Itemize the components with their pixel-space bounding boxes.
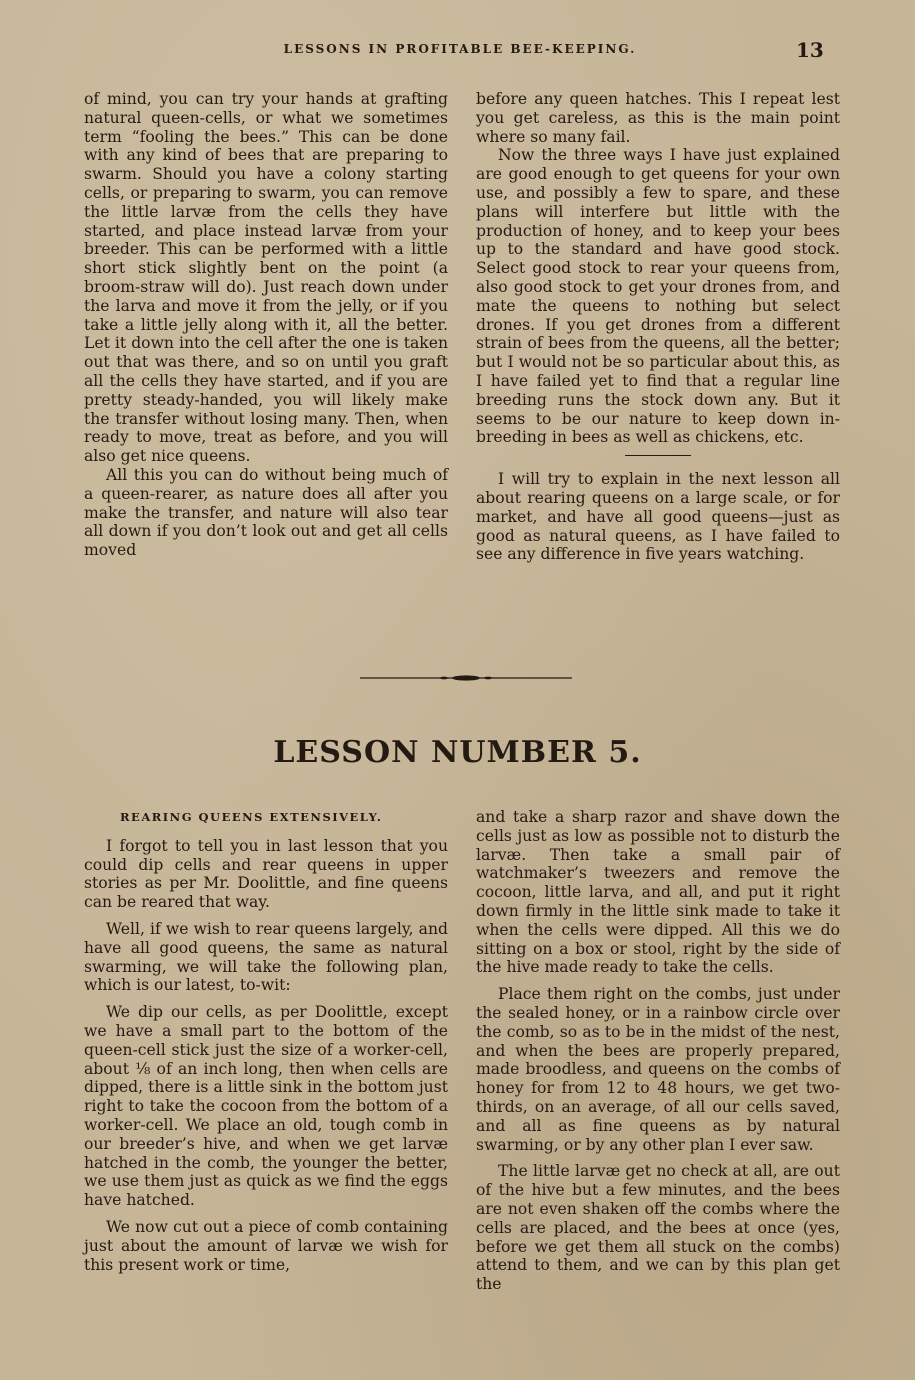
top-right-column — [476, 90, 840, 564]
paragraph: Place them right on the combs, just under the sealed honey, or in a rainbow circle over the comb, so as to be in the midst of the nest, and when the bees are properly prepared, made broodless, and queens on the combs of honey for from 12 to 48 hours, we get two-thirds, on an average, of all our cells saved, and all as fine queens as by natural swarming, or by any other plan I ever saw. — [476, 985, 840, 1154]
paragraph: and take a sharp razor and shave down the cells just as low as possible not to disturb the larvæ. Then take a small pair of watchmaker’s tweezers and remove the cocoon, little larva, and all, and put it right down firmly in the little sink made to take it when the cells were dipped. All this we do sitting on a box or stool, right by the side of the hive made ready to take the cells. — [476, 808, 840, 977]
bottom-right-column — [476, 808, 840, 1294]
paragraph: We now cut out a piece of comb containing just about the amount of larvæ we wish for this present work or time, — [84, 1217, 448, 1274]
paragraph: We dip our cells, as per Doolittle, except we have a small part to the bottom of the queen-cell stick just the size of a worker-cell, about ⅛ of an inch long, then when cells are dipped, there is a little sink in the bottom just right to take the cocoon from the bottom of a worker-cell. We place an old, tough comb in our breeder’s hive, and when we get larvæ hatched in the comb, the younger the better, we use them just as quick as we find the eggs have hatched. — [84, 1003, 448, 1210]
running-title: LESSONS IN PROFITABLE BEE-KEEPING. — [283, 42, 637, 56]
paragraph: of mind, you can try your hands at grafting natural queen-cells, or what we sometimes term “fooling the bees.” This can be done with any kind of bees that are preparing to swarm. Should you have a colony starting cells, or preparing to swarm, you can remove the little larvæ from the cells they have started, and place instead larvæ from your breeder. This can be performed with a little short stick slightly bent on the point (a broom-straw will do). Just reach down under the larva and move it from the jelly, or if you take a little jelly along with it, all the better. Let it down into the cell after the one is taken out that was there, and so on until you graft all the cells they have started, and if you are pretty steady-handed, you will likely make the transfer without losing many. Then, when ready to move, treat as before, and you will also get nice queens. — [84, 90, 448, 466]
paragraph: Well, if we wish to rear queens largely, and have all good queens, the same as natural swarming, we will take the following plan, which is our latest, to-wit: — [84, 919, 448, 995]
bottom-left-column — [84, 808, 448, 1274]
ornamental-rule — [360, 674, 572, 682]
lesson-heading: LESSON NUMBER 5. — [273, 735, 642, 770]
section-divider — [625, 455, 691, 456]
paragraph: before any queen hatches. This I repeat lest you get careless, as this is the main point where so many fail. — [476, 90, 840, 146]
top-left-column — [84, 90, 448, 560]
section-title: REARING QUEENS EXTENSIVELY. — [120, 810, 383, 824]
paragraph: The little larvæ get no check at all, are out of the hive but a few minutes, and the bees are not even shaken off the combs where the cells are placed, and the bees at once (yes, before we get them all stuck on the combs) attend to them, and we can by this plan get the — [476, 1162, 840, 1294]
paragraph: I forgot to tell you in last lesson that you could dip cells and rear queens in upper stories as per Mr. Doolittle, and fine queens can be reared that way. — [84, 836, 448, 912]
page-number: 13 — [796, 38, 824, 62]
paragraph: All this you can do without being much of a queen-rearer, as nature does all after you make the transfer, and nature will also tear all down if you don’t look out and get all cells moved — [84, 465, 448, 560]
paragraph: I will try to explain in the next lesson all about rearing queens on a large scale, or for market, and have all good queens—just as good as natural queens, as I have failed to see any difference in five years watching. — [476, 470, 840, 564]
paragraph: Now the three ways I have just explained are good enough to get queens for your own use, and possibly a few to spare, and these plans will interfere but little with the production of honey, and to keep your bees up to the standard and have good stock. Select good stock to rear your queens from, also good stock to get your drones from, and mate the queens to nothing but select drones. If you get drones from a different strain of bees from the queens, all the better; but I would not be so particular about this, as I have failed yet to find that a regular line breeding runs the stock down any. But it seems to be our nature to keep down in-breeding in bees as well as chickens, etc. — [476, 146, 840, 447]
